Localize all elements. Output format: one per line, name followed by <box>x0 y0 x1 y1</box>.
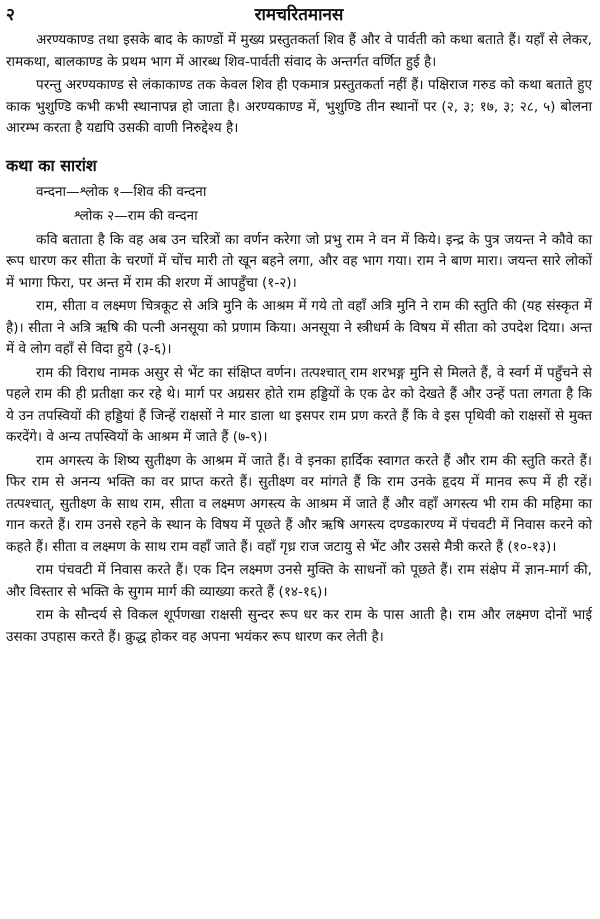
summary-paragraph-2: राम, सीता व लक्ष्मण चित्रकूट से अत्रि मुनि के आश्रम में गये तो वहाँ अत्रि मुनि ने राम की स्तुति की (यह संस्कृत में है)। सीता ने अत्रि ऋषि की पत्नी अनसूया को प्रणाम किया। अनसूया ने स्त्रीधर्म के विषय में सीता को उपदेश दिया। अन्त में वे लोग वहाँ से विदा हुये (३-६)। <box>6 298 592 357</box>
invocation-verse-2: श्लोक २—राम की वन्दना <box>74 207 198 224</box>
summary-paragraph-5: राम पंचवटी में निवास करते हैं। एक दिन लक्ष्मण उनसे मुक्ति के साधनों को पूछते हैं। राम संक्षेप में ज्ञान-मार्ग की, और विस्तार से भक्ति के सुगम मार्ग की व्याख्या करते हैं (१४-१६)। <box>6 562 592 600</box>
page-header <box>6 0 592 30</box>
summary-paragraph-3: राम की विराध नामक असुर से भेंट का संक्षिप्त वर्णन। तत्पश्चात् राम शरभङ्ग मुनि से मिलते हैं, वे स्वर्ग में पहुँचने से पहले राम की ही प्रतीक्षा कर रहे थे। मार्ग पर अग्रसर होते राम हड्डियों के एक ढेर को देखते हैं और उन्हें पता लगता है कि ये उन तपस्वियों की हड्डियां हैं जिन्हें राक्षसों ने मार डाला था इसपर राम प्रण करते हैं कि वे इस पृथिवी को राक्षसों से मुक्त करदेंगे। वे अन्य तपस्वियों के आश्रम में जाते हैं (७-९)। <box>6 364 592 445</box>
invocation-verse-1: वन्दना—श्लोक १—शिव की वन्दना <box>36 183 207 200</box>
section-heading: कथा का सारांश <box>6 155 97 175</box>
page-number: २ <box>6 5 15 25</box>
summary-paragraph-4: राम अगस्त्य के शिष्य सुतीक्ष्ण के आश्रम में जाते हैं। वे इनका हार्दिक स्वागत करते हैं और राम की स्तुति करते हैं। फिर राम से अनन्य भक्ति का वर प्राप्त करते हैं। सुतीक्ष्ण वर मांगते हैं कि राम उनके हृदय में मानव रूप में ही रहें। तत्पश्चात्, सुतीक्ष्ण के साथ राम, सीता व लक्ष्मण अगस्त्य के आश्रम में जाते हैं और वहाँ अगस्त्य भी राम की महिमा का गान करते हैं। राम उनसे रहने के स्थान के विषय में पूछते हैं और ऋषि अगस्त्य दण्डकारण्य में पंचवटी में निवास करने को कहते हैं। सीता व लक्ष्मण के साथ राम वहाँ जाते हैं। वहाँ गृध्र राज जटायु से भेंट और उससे मैत्री करते हैं (१०-१३)। <box>6 452 592 555</box>
intro-paragraph-1: अरण्यकाण्ड तथा इसके बाद के काण्डों में मुख्य प्रस्तुतकर्ता शिव हैं और वे पार्वती को कथा बताते हैं। यहाँ से लेकर, रामकथा, बालकाण्ड के प्रथम भाग में आरब्ध शिव-पार्वती संवाद के अन्तर्गत वर्णित हुई है। <box>6 32 592 70</box>
summary-paragraph-6: राम के सौन्दर्य से विकल शूर्पणखा राक्षसी सुन्दर रूप धर कर राम के पास आती है। राम और लक्ष्मण दोनों भाई उसका उपहास करते हैं। क्रुद्ध होकर वह अपना भयंकर रूप धारण कर लेती है। <box>6 607 592 645</box>
intro-paragraph-2: परन्तु अरण्यकाण्ड से लंकाकाण्ड तक केवल शिव ही एकमात्र प्रस्तुतकर्ता नहीं हैं। पक्षिराज गरुड को कथा बताते हुए काक भुशुण्डि कभी कभी स्थानापन्न हो जाता है। अरण्यकाण्ड में, भुशुण्डि तीन स्थानों पर (२, ३; १७, ३; २८, ५) बोलना आरम्भ करता है यद्यपि उसकी वाणी निरुद्देश्य है। <box>6 77 592 136</box>
running-title: रामचरितमानस <box>254 5 344 25</box>
summary-paragraph-1: कवि बताता है कि वह अब उन चरित्रों का वर्णन करेगा जो प्रभु राम ने वन में किये। इन्द्र के पुत्र जयन्त ने कौवे का रूप धारण कर सीता के चरणों में चोंच मारी तो खून बहने लगा, और वह भाग गया। राम ने बाण मारा। जयन्त सारे लोकों में भागा फिरा, पर अन्त में राम की शरण में आपहुँचा (१-२)। <box>6 231 592 291</box>
